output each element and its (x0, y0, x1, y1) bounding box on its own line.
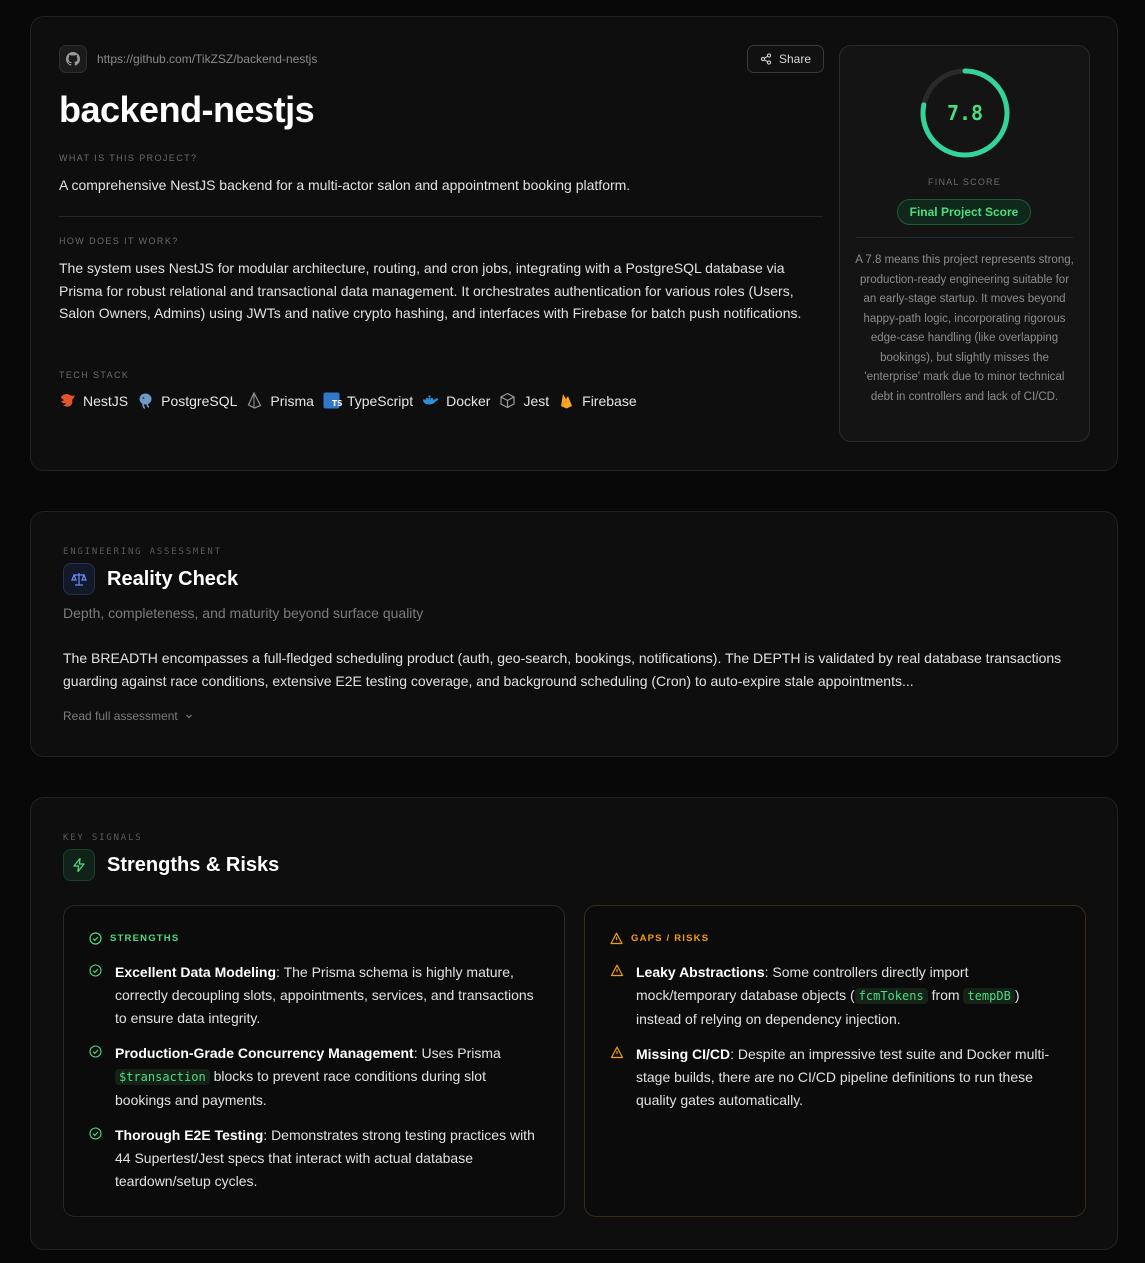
firebase-icon (558, 392, 575, 409)
tech-name: PostgreSQL (161, 392, 238, 409)
read-full-assessment-button[interactable] (63, 709, 194, 723)
score-panel (839, 45, 1090, 442)
signal-text (636, 1043, 1062, 1112)
share-icon (760, 53, 772, 65)
signal-text (115, 1124, 541, 1193)
signal-body: : The Prisma schema is highly mature, correctly decoupling slots, appointments, services, and transactions to ensure data integrity. (115, 964, 534, 1026)
signal-body: : Some controllers directly import mock/temporary database objects ( (636, 964, 969, 1003)
score-value: 7.8 (946, 101, 984, 125)
share-label: Share (778, 52, 812, 66)
check-circle-icon (89, 1042, 103, 1112)
signal-text (636, 961, 1062, 1031)
section-title: Reality Check (107, 567, 239, 590)
what-text: A comprehensive NestJS backend for a multi-actor salon and appointment booking platform. (59, 177, 631, 193)
warning-icon (610, 961, 624, 1031)
signal-body: blocks to prevent race conditions during slot bookings and payments. (115, 1068, 486, 1108)
jest-icon (499, 392, 516, 409)
github-icon (59, 45, 87, 73)
signal-title: Production-Grade Concurrency Management (115, 1045, 414, 1061)
inline-code: $transaction (115, 1069, 210, 1085)
signal-text (115, 1042, 541, 1112)
section-header (63, 563, 238, 595)
strength-item (89, 1042, 541, 1112)
signal-title: Excellent Data Modeling (115, 964, 277, 980)
prisma-icon (246, 392, 263, 409)
check-circle-icon (89, 1124, 103, 1193)
score-badge: Final Project Score (897, 199, 1031, 225)
section-eyebrow: ENGINEERING ASSESSMENT (63, 547, 222, 557)
tech-name: Prisma (270, 392, 314, 409)
strengths-panel (63, 905, 565, 1217)
risks-header (610, 932, 709, 945)
what-label: WHAT IS THIS PROJECT? (59, 153, 198, 163)
read-full-label: Read full assessment (63, 709, 178, 723)
tech-name: Jest (523, 392, 550, 409)
strength-item (89, 1124, 541, 1193)
tech-item (558, 392, 636, 409)
page-title: backend-nestjs (59, 89, 315, 130)
check-circle-icon (89, 961, 103, 1030)
tech-item (323, 392, 413, 409)
postgresql-icon (137, 392, 154, 409)
tech-stack-list (59, 392, 639, 409)
tech-name: Docker (446, 392, 491, 409)
signal-title: Thorough E2E Testing (115, 1127, 264, 1143)
svg-text:TS: TS (331, 399, 343, 408)
inline-code: tempDB (963, 988, 1014, 1004)
signal-title: Leaky Abstractions (636, 964, 765, 980)
tech-item (137, 392, 237, 409)
warning-icon (610, 932, 623, 945)
reality-check-card (30, 511, 1118, 757)
signal-body: from (927, 987, 964, 1003)
strengths-header (89, 932, 179, 945)
docker-icon (422, 392, 439, 409)
divider (856, 237, 1073, 238)
how-text: The system uses NestJS for modular architecture, routing, and cron jobs, integrating with a PostgreSQL database via Prisma for robust relational and transactional data management. It orchestrates authentication for various roles (Users, Salon Owners, Admins) using JWTs and native crypto hashing, and interfaces with Firebase for batch push notifications. (59, 260, 802, 321)
warning-icon (610, 1043, 624, 1112)
strengths-label: STRENGTHS (110, 933, 180, 944)
tech-name: TypeScript (346, 392, 414, 409)
risks-list (610, 961, 1062, 1124)
score-ring (918, 66, 1012, 160)
strengths-list (89, 961, 541, 1205)
repo-link-row[interactable] (59, 45, 317, 73)
strengths-risks-card (30, 797, 1118, 1250)
scale-icon (63, 563, 95, 595)
section-subtitle: Depth, completeness, and maturity beyond surface quality (63, 605, 424, 621)
signal-text (115, 961, 541, 1030)
score-description: A 7.8 means this project represents strong, production-ready engineering suitable for an early-stage startup. It moves beyond happy-path logic, incorporating rigorous edge-case handling (like overlapping bookings), but slightly misses the 'enterprise' mark due to minor technical debt in controllers and lack of CI/CD. (855, 254, 1074, 403)
chevron-down-icon (184, 711, 194, 721)
section-title: Strengths & Risks (107, 853, 280, 876)
risks-panel (584, 905, 1086, 1217)
strength-item (89, 961, 541, 1030)
inline-code: fcmTokens (855, 988, 928, 1004)
risks-label: GAPS / RISKS (631, 933, 710, 944)
assessment-text: The BREADTH encompasses a full-fledged scheduling product (auth, geo-search, bookings, notifications). The DEPTH is validated by real database transactions guarding against race conditions, extensive E2E testing coverage, and background scheduling (Cron) to auto-expire stale appointments... (63, 650, 1062, 689)
how-label: HOW DOES IT WORK? (59, 236, 179, 246)
nestjs-icon (59, 392, 76, 409)
tech-item (422, 392, 490, 409)
signal-body: : Despite an impressive test suite and Docker multi-stage builds, there are no CI/CD pipeline definitions to run these quality gates automatically. (636, 1046, 1050, 1108)
final-score-label: FINAL SCORE (928, 177, 1001, 187)
signal-body: ) instead of relying on dependency injection. (636, 987, 1020, 1027)
share-button[interactable] (747, 45, 824, 73)
tech-name: Firebase (582, 392, 637, 409)
tech-item (499, 392, 549, 409)
signal-body: : Uses Prisma (413, 1045, 501, 1061)
signal-title: Missing CI/CD (636, 1046, 731, 1062)
tech-name: NestJS (83, 392, 129, 409)
divider (59, 216, 823, 217)
section-header (63, 849, 279, 881)
typescript-icon (323, 392, 343, 409)
risk-item (610, 1043, 1062, 1112)
section-eyebrow: KEY SIGNALS (63, 833, 143, 843)
lightning-icon (63, 849, 95, 881)
risk-item (610, 961, 1062, 1031)
signal-body: : Demonstrates strong testing practices with 44 Supertest/Jest specs that interact with actual database teardown/setup cycles. (115, 1127, 535, 1189)
tech-stack-label: TECH STACK (59, 370, 130, 380)
tech-item (59, 392, 128, 409)
check-circle-icon (89, 932, 102, 945)
repo-url[interactable]: https://github.com/TikZSZ/backend-nestjs (97, 52, 318, 66)
project-overview-card (30, 16, 1118, 471)
tech-item (246, 392, 314, 409)
